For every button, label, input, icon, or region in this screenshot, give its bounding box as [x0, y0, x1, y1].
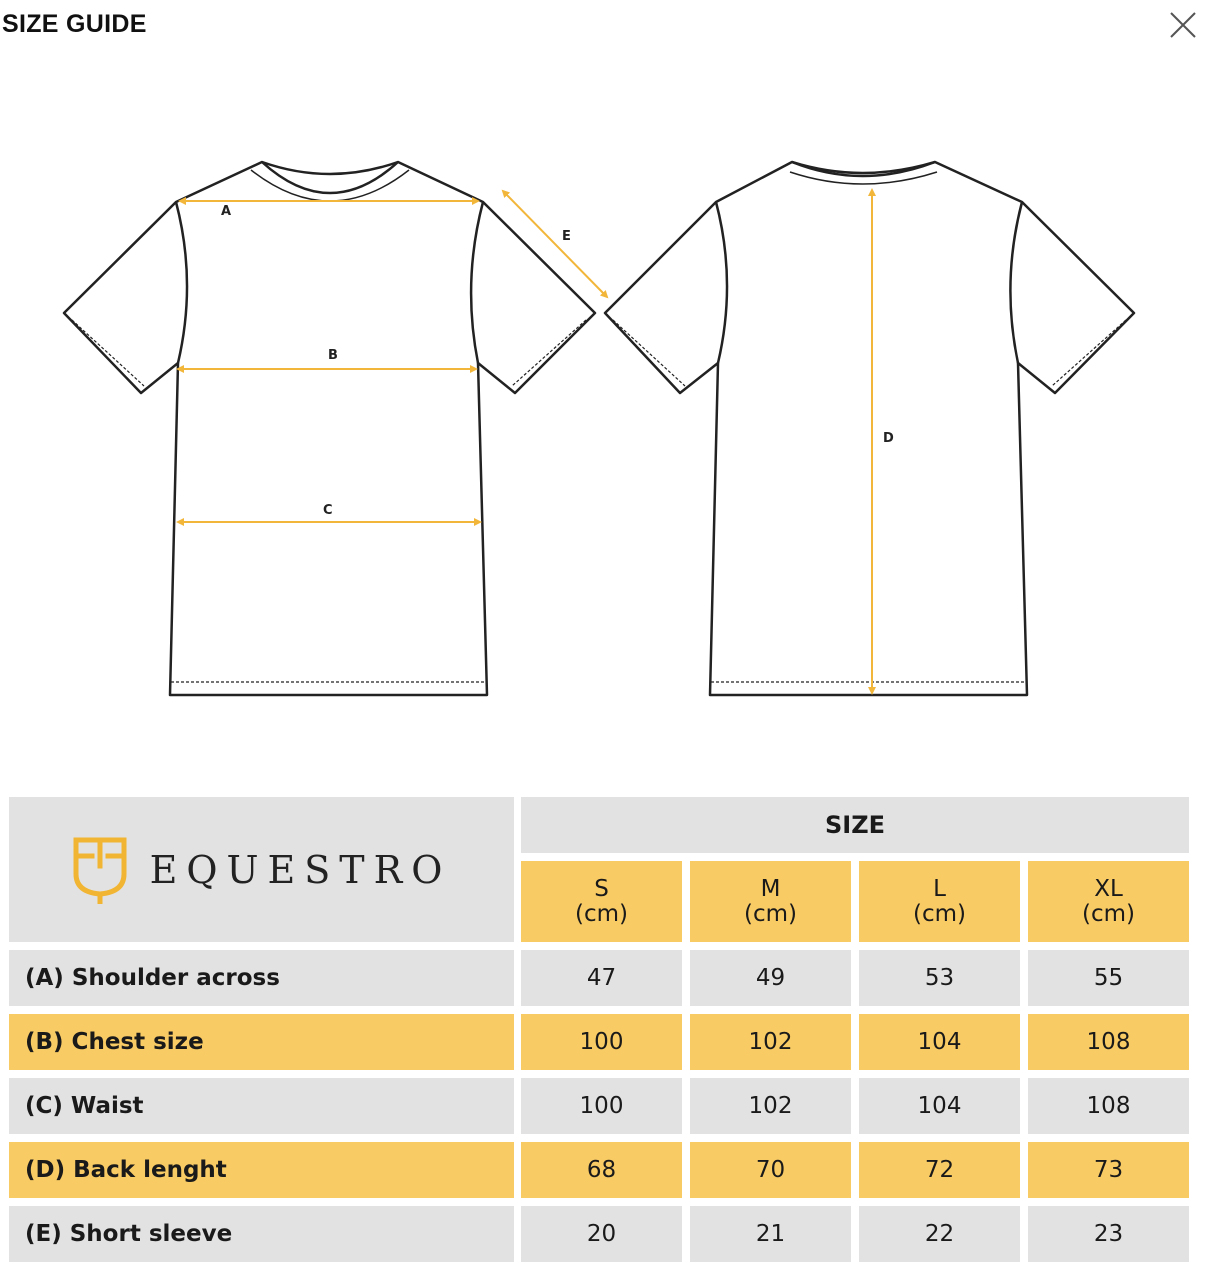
table-cell: 21 — [690, 1206, 851, 1262]
row-label-short-sleeve: (E) Short sleeve — [9, 1206, 514, 1262]
label-e: E — [562, 229, 571, 244]
table-cell: 100 — [521, 1014, 682, 1070]
size-label: L — [933, 875, 946, 902]
label-d: D — [883, 431, 894, 446]
size-col-s — [521, 861, 682, 942]
brand-name: EQUESTRO — [149, 847, 452, 892]
front-shirt-illustration — [64, 162, 595, 695]
row-label-back-length: (D) Back lenght — [9, 1142, 514, 1198]
table-cell: 22 — [859, 1206, 1020, 1262]
size-label: M — [760, 875, 781, 902]
table-cell: 104 — [859, 1078, 1020, 1134]
table-cell: 70 — [690, 1142, 851, 1198]
size-label: S — [594, 875, 609, 902]
row-label-chest: (B) Chest size — [9, 1014, 514, 1070]
label-b: B — [328, 348, 338, 363]
table-cell: 53 — [859, 950, 1020, 1006]
table-cell: 20 — [521, 1206, 682, 1262]
size-unit: (cm) — [913, 900, 966, 927]
equestro-logo-icon — [72, 836, 128, 904]
size-label: XL — [1094, 875, 1123, 902]
table-cell: 68 — [521, 1142, 682, 1198]
table-cell: 102 — [690, 1078, 851, 1134]
size-col-xl — [1028, 861, 1189, 942]
table-cell: 55 — [1028, 950, 1189, 1006]
table-cell: 104 — [859, 1014, 1020, 1070]
table-cell: 49 — [690, 950, 851, 1006]
row-label-shoulder: (A) Shoulder across — [9, 950, 514, 1006]
size-col-m — [690, 861, 851, 942]
table-cell: 47 — [521, 950, 682, 1006]
table-cell: 72 — [859, 1142, 1020, 1198]
label-a: A — [221, 204, 232, 219]
size-unit: (cm) — [575, 900, 628, 927]
size-unit: (cm) — [1082, 900, 1135, 927]
table-cell: 108 — [1028, 1014, 1189, 1070]
page-title: SIZE GUIDE — [2, 10, 147, 38]
table-cell: 73 — [1028, 1142, 1189, 1198]
table-cell: 108 — [1028, 1078, 1189, 1134]
size-unit: (cm) — [744, 900, 797, 927]
back-shirt-illustration — [605, 162, 1134, 695]
brand-cell — [9, 797, 514, 942]
table-cell: 23 — [1028, 1206, 1189, 1262]
label-c: C — [323, 503, 333, 518]
brand-logo — [72, 836, 452, 904]
table-cell: 100 — [521, 1078, 682, 1134]
row-label-waist: (C) Waist — [9, 1078, 514, 1134]
table-cell: 102 — [690, 1014, 851, 1070]
size-col-l — [859, 861, 1020, 942]
size-header: SIZE — [521, 797, 1189, 853]
close-icon — [1166, 8, 1200, 42]
tshirt-measurement-diagram — [0, 140, 1205, 720]
close-button[interactable] — [1166, 8, 1200, 42]
